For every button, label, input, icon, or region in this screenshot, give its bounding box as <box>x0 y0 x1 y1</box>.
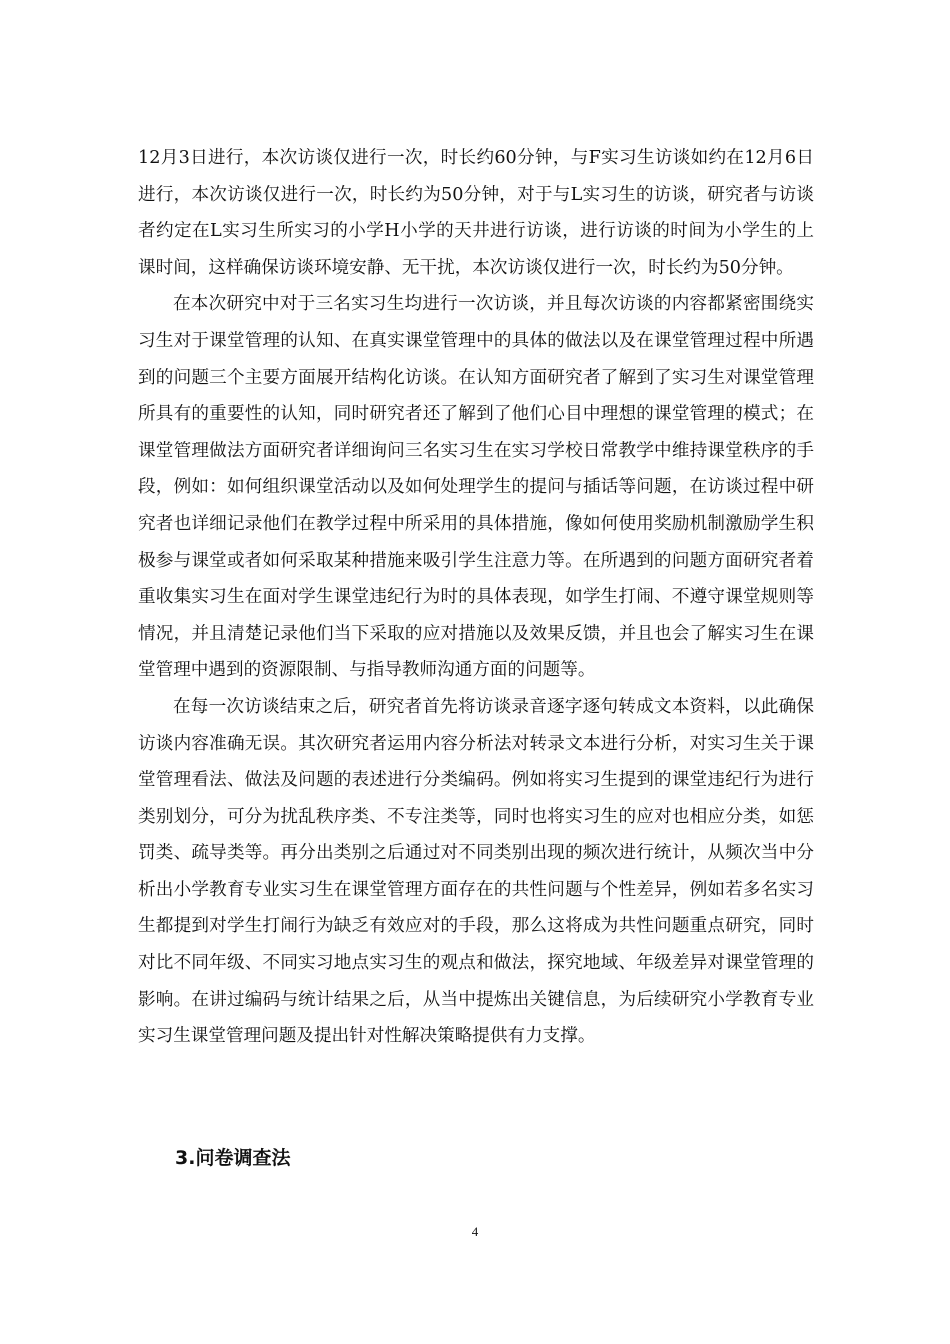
paragraph-interview-content: 在本次研究中对于三名实习生均进行一次访谈，并且每次访谈的内容都紧密围绕实习生对于课堂管理的认知、在真实课堂管理中的具体的做法以及在课堂管理过程中所遇到的问题三个主要方面展开结构化访谈。在认知方面研究者了解到了实习生对课堂管理所具有的重要性的认知，同时研究者还了解到了他们心目中理想的课堂管理的模式；在课堂管理做法方面研究者详细询问三名实习生在实习学校日常教学中维持课堂秩序的手段，例如：如何组织课堂活动以及如何处理学生的提问与插话等问题，在访谈过程中研究者也详细记录他们在教学过程中所采用的具体措施，像如何使用奖励机制激励学生积极参与课堂或者如何采取某种措施来吸引学生注意力等。在所遇到的问题方面研究者着重收集实习生在面对学生课堂违纪行为时的具体表现，如学生打闹、不遵守课堂规则等情况，并且清楚记录他们当下采取的应对措施以及效果反馈，并且也会了解实习生在课堂管理中遇到的资源限制、与指导教师沟通方面的问题等。 <box>138 294 814 681</box>
paragraph-interview-analysis: 在每一次访谈结束之后，研究者首先将访谈录音逐字逐句转成文本资料，以此确保访谈内容准确无误。其次研究者运用内容分析法对转录文本进行分析，对实习生关于课堂管理看法、做法及问题的表述进行分类编码。例如将实习生提到的课堂违纪行为进行类别划分，可分为扰乱秩序类、不专注类等，同时也将实习生的应对也相应分类，如惩罚类、疏导类等。再分出类别之后通过对不同类别出现的频次进行统计，从频次当中分析出小学教育专业实习生在课堂管理方面存在的共性问题与个性差异，例如若多名实习生都提到对学生打闹行为缺乏有效应对的手段，那么这将成为共性问题重点研究，同时对比不同年级、不同实习地点实习生的观点和做法，探究地域、年级差异对课堂管理的影响。在讲过编码与统计结果之后，从当中提炼出关键信息，为后续研究小学教育专业实习生课堂管理问题及提出针对性解决策略提供有力支撑。 <box>138 696 814 1047</box>
paragraph-continued: 12月3日进行，本次访谈仅进行一次，时长约60分钟，与F实习生访谈如约在12月6日进行，本次访谈仅进行一次，时长约为50分钟，对于与L实习生的访谈，研究者与访谈者约定在L实习生所实习的小学H小学的天井进行访谈，进行访谈的时间为小学生的上课时间，这样确保访谈环境安静、无干扰，本次访谈仅进行一次，时长约为50分钟。 <box>138 148 814 278</box>
section-heading: 3.问卷调查法 <box>175 1147 291 1169</box>
page-number: 4 <box>471 1224 479 1239</box>
body-text <box>138 140 814 1055</box>
